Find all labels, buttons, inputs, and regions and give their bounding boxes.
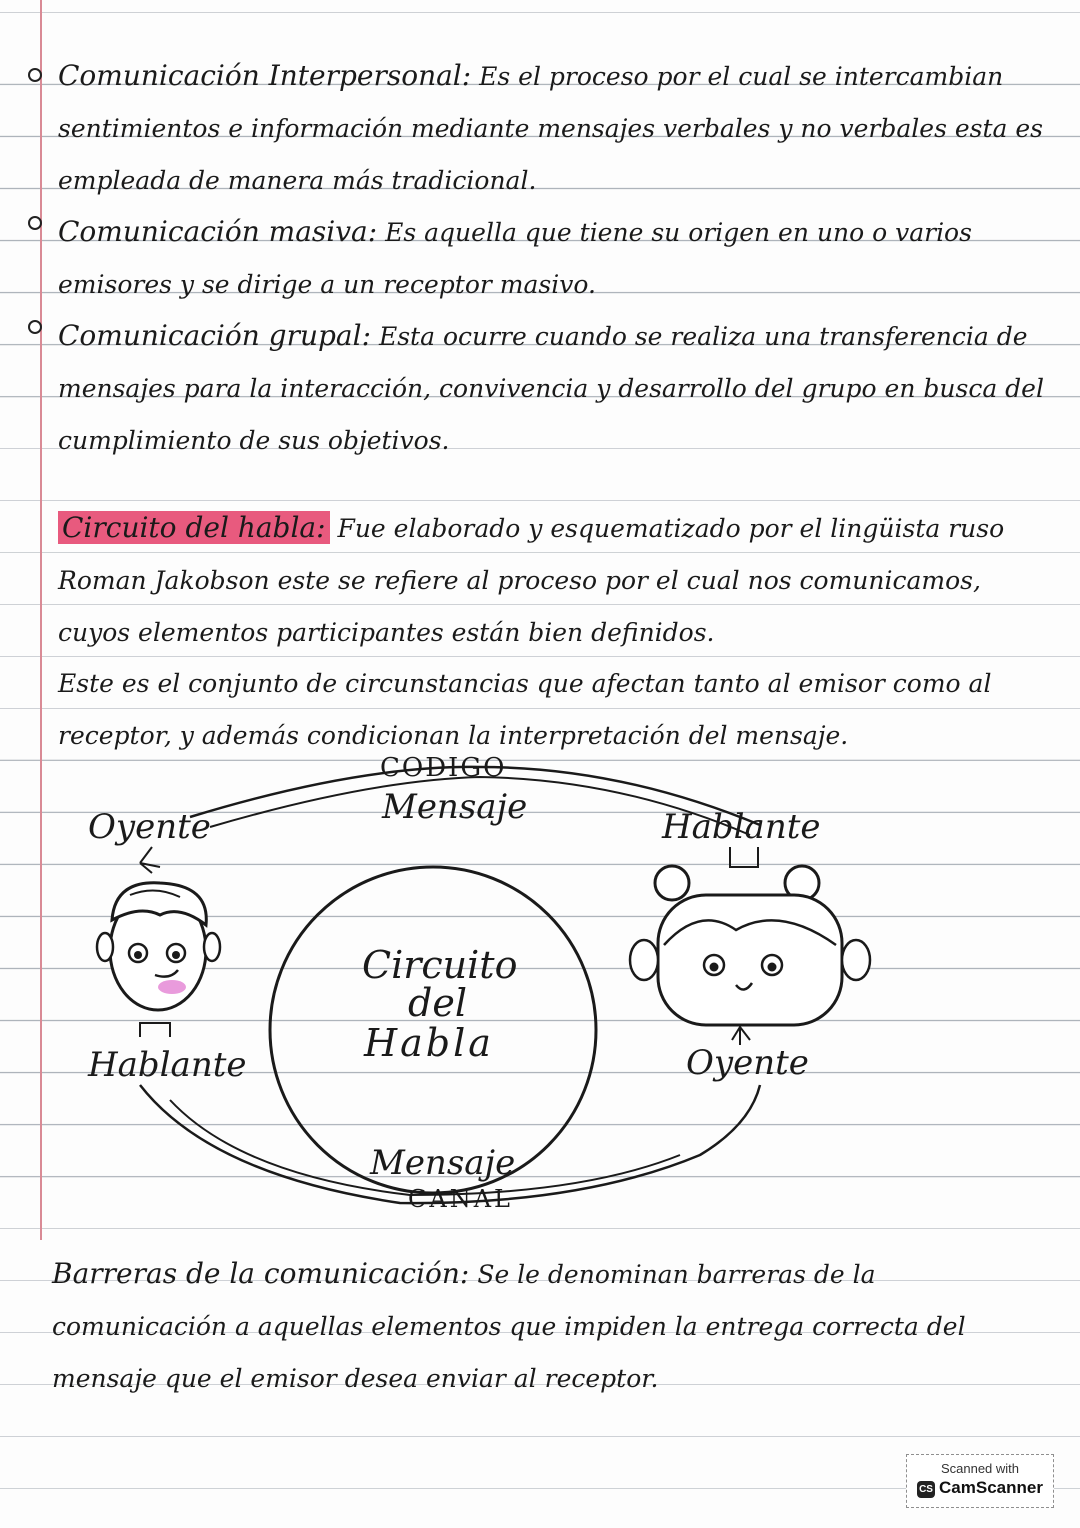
- bullet-icon: [28, 216, 42, 230]
- label-hablante-left: Hablante: [88, 1045, 247, 1085]
- term-masiva: Comunicación masiva:: [58, 215, 378, 248]
- paragraph-interpersonal: [58, 50, 1058, 207]
- term-circuito: Circuito del habla:: [58, 511, 330, 544]
- definition-circuito: Fue elaborado y esquematizado por el lingüista ruso Roman Jakobson este se refiere al proceso por el cual nos comunicamos, cuyos elementos participantes están bien definidos.: [58, 514, 1005, 647]
- definition-masiva: Es aquella que tiene su origen en uno o varios emisores y se dirige a un receptor masivo.: [58, 218, 972, 299]
- definition-barreras: Se le denominan barreras de la comunicación a aquellas elementos que impiden la entrega correcta del mensaje que el emisor desea enviar al receptor.: [52, 1260, 966, 1393]
- paragraph-grupal: [58, 310, 1058, 467]
- paragraph-conjunto: [58, 658, 1058, 762]
- definition-grupal: Esta ocurre cuando se realiza una transferencia de mensajes para la interacción, convivencia y desarrollo del grupo en busca del cumplimiento de sus objetivos.: [58, 322, 1044, 455]
- bullet-icon: [28, 320, 42, 334]
- label-oyente-right: Oyente: [686, 1043, 809, 1083]
- arrow-down-icon: [730, 847, 758, 867]
- label-mensaje-bottom: Mensaje: [370, 1143, 516, 1183]
- bullet-icon: [28, 68, 42, 82]
- label-circuito: Circuito: [362, 943, 518, 987]
- watermark-line2: [907, 1478, 1053, 1498]
- watermark-brand: CamScanner: [939, 1478, 1043, 1497]
- label-codigo: CODIGO: [380, 753, 507, 783]
- margin-line: [40, 0, 42, 1240]
- girl-face-icon: [630, 866, 870, 1025]
- watermark-line1: Scanned with: [940, 1461, 1020, 1476]
- label-canal: CANAL: [408, 1185, 513, 1213]
- label-oyente-left: Oyente: [88, 807, 211, 847]
- speech-circuit-diagram: [60, 755, 890, 1225]
- camscanner-watermark: [906, 1454, 1054, 1508]
- arrow-down-icon: [140, 847, 160, 873]
- paragraph-masiva: [58, 206, 1058, 311]
- boy-face-icon: [97, 883, 220, 1010]
- label-del: del: [408, 981, 467, 1025]
- label-mensaje-top: Mensaje: [382, 787, 528, 827]
- paragraph-barreras: [52, 1248, 1058, 1405]
- camscanner-logo-icon: CS: [917, 1481, 935, 1498]
- label-hablante-right: Hablante: [662, 807, 821, 847]
- paragraph-circuito: [58, 502, 1058, 659]
- definition-interpersonal: Es el proceso por el cual se intercambian sentimientos e información mediante mensajes verbales y no verbales esta es empleada de manera más tradicional.: [58, 62, 1043, 195]
- arrow-up-icon: [140, 1023, 170, 1037]
- term-interpersonal: Comunicación Interpersonal:: [58, 59, 472, 92]
- definition-conjunto: Este es el conjunto de circunstancias que afectan tanto al emisor como al receptor, y además condicionan la interpretación del mensaje.: [58, 669, 992, 750]
- label-habla: Habla: [364, 1021, 494, 1065]
- term-barreras: Barreras de la comunicación:: [52, 1257, 470, 1290]
- term-grupal: Comunicación grupal:: [58, 319, 372, 352]
